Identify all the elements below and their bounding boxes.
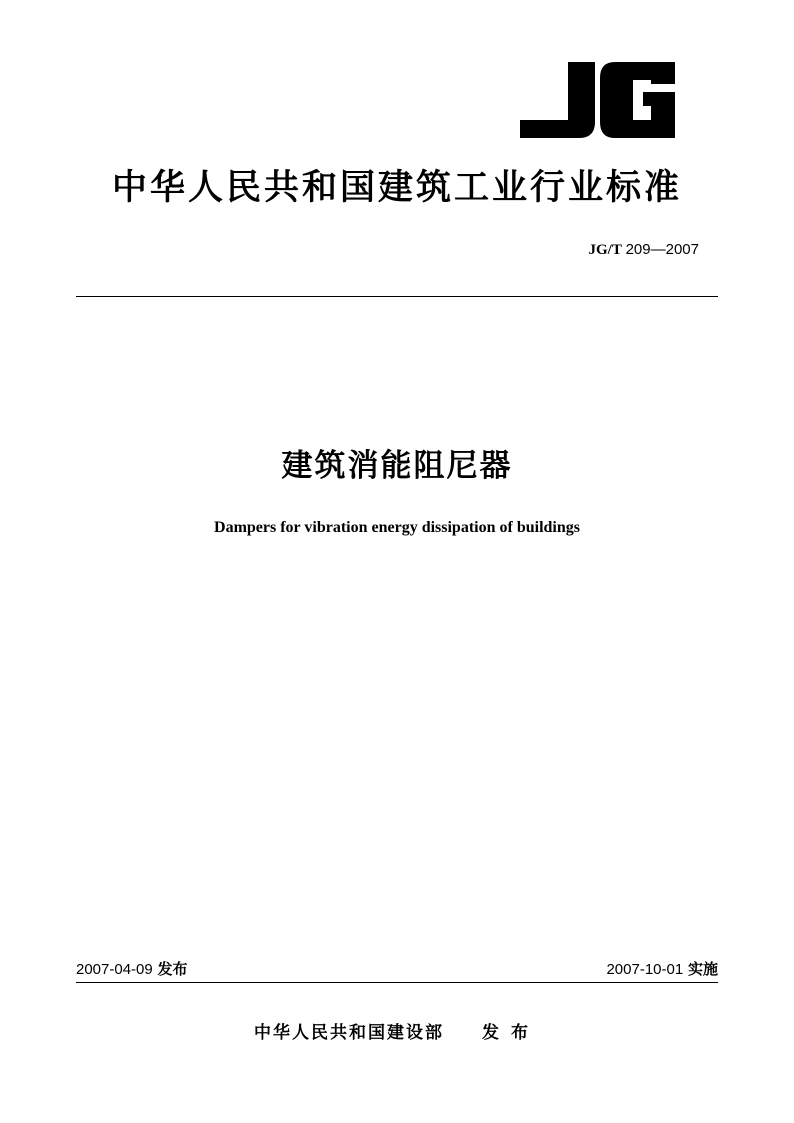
standard-code-number: 209—2007 (625, 241, 699, 258)
standard-code (589, 240, 700, 260)
implementation-date (606, 958, 718, 981)
logo-letter-j (520, 62, 595, 138)
document-title: 建筑消能阻尼器 (281, 448, 513, 484)
publisher-name: 中华人民共和国建设部 (254, 1023, 444, 1043)
issue-date-label: 发布 (157, 960, 188, 978)
issue-date-value: 2007-04-09 (76, 961, 153, 978)
top-divider (76, 296, 718, 297)
document-subtitle: Dampers for vibration energy dissipation of buildings (214, 519, 580, 536)
implementation-date-label: 实施 (687, 960, 718, 978)
publisher-line (0, 1021, 794, 1045)
standard-code-prefix: JG/T (588, 242, 622, 258)
implementation-date-value: 2007-10-01 (606, 961, 684, 978)
publisher-action: 发布 (482, 1023, 540, 1043)
jg-logo (520, 62, 675, 138)
standard-name: 中华人民共和国建筑工业行业标准 (111, 168, 682, 208)
logo-letter-g (600, 62, 675, 138)
bottom-divider (76, 982, 718, 983)
issue-date (76, 958, 188, 981)
